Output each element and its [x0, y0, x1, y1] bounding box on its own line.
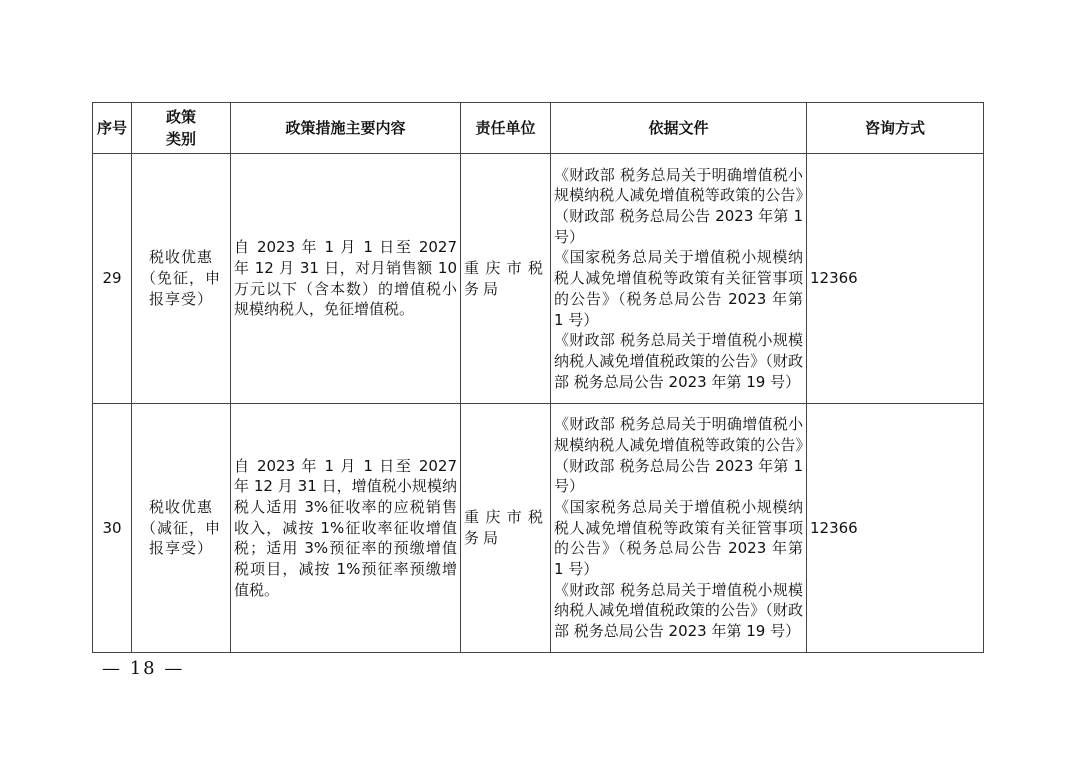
contact-method: 12366	[807, 404, 984, 653]
header-basis: 依据文件	[551, 103, 807, 154]
policy-table	[92, 102, 984, 653]
policy-content: 自 2023 年 1 月 1 日至 2027 年 12 月 31 日，对月销售额 10 万元以下（含本数）的增值税小规模纳税人，免征增值税。	[231, 154, 461, 404]
row-number: 30	[93, 404, 132, 653]
header-content: 政策措施主要内容	[231, 103, 461, 154]
basis-document: 《国家税务总局关于增值税小规模纳税人减免增值税等政策有关征管事项的公告》（税务总局公告 2023 年第 1 号）	[554, 248, 803, 329]
basis-document: 《财政部 税务总局关于增值税小规模纳税人减免增值税政策的公告》（财政部 税务总局公告 2023 年第 19 号）	[554, 331, 803, 391]
header-number: 序号	[93, 103, 132, 154]
responsible-unit: 重庆市税务局	[461, 404, 551, 653]
header-contact: 咨询方式	[807, 103, 984, 154]
table-row	[93, 404, 984, 653]
table-header-row	[93, 103, 984, 154]
header-unit: 责任单位	[461, 103, 551, 154]
page-number: — 18 —	[102, 658, 185, 679]
policy-category: 税收优惠（免征，申报享受）	[132, 154, 231, 404]
policy-content: 自 2023 年 1 月 1 日至 2027 年 12 月 31 日，增值税小规模纳税人适用 3%征收率的应税销售收入，减按 1%征收率征收增值税；适用 3%预征率的预缴增值税项目，减按 1%预征率预缴增值税。	[231, 404, 461, 653]
basis-document: 《财政部 税务总局关于明确增值税小规模纳税人减免增值税等政策的公告》（财政部 税务总局公告 2023 年第 1 号）	[554, 165, 803, 246]
contact-method: 12366	[807, 154, 984, 404]
basis-documents	[551, 404, 807, 653]
table-row	[93, 154, 984, 404]
basis-document: 《国家税务总局关于增值税小规模纳税人减免增值税等政策有关征管事项的公告》（税务总局公告 2023 年第 1 号）	[554, 497, 803, 579]
row-number: 29	[93, 154, 132, 404]
responsible-unit: 重庆市税务局	[461, 154, 551, 404]
basis-documents	[551, 154, 807, 404]
basis-document: 《财政部 税务总局关于明确增值税小规模纳税人减免增值税等政策的公告》（财政部 税务总局公告 2023 年第 1 号）	[554, 415, 803, 496]
basis-document: 《财政部 税务总局关于增值税小规模纳税人减免增值税政策的公告》（财政部 税务总局公告 2023 年第 19 号）	[554, 580, 803, 641]
header-category: 政策 类别	[132, 103, 231, 154]
policy-category: 税收优惠（减征，申报享受）	[132, 404, 231, 653]
